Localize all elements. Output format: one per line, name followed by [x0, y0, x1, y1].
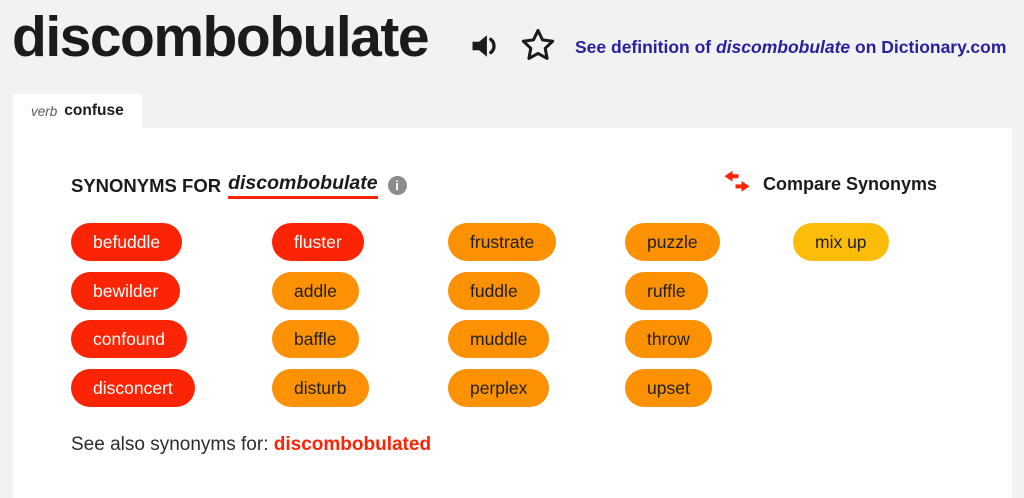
synonym-column-3: [448, 223, 556, 407]
star-icon: [519, 52, 557, 67]
tab-label: confuse: [64, 102, 124, 119]
synonym-pill[interactable]: befuddle: [71, 223, 182, 261]
compare-synonyms-button[interactable]: [723, 170, 937, 198]
definition-link-word: discombobulate: [715, 37, 851, 57]
synonym-pill[interactable]: frustrate: [448, 223, 556, 261]
page-title: discombobulate: [12, 5, 429, 69]
synonym-pill[interactable]: upset: [625, 369, 712, 407]
definition-link-prefix: See definition of: [575, 37, 716, 57]
synonym-pill[interactable]: fluster: [272, 223, 364, 261]
synonym-pill[interactable]: bewilder: [71, 272, 180, 310]
tab-verb-confuse[interactable]: [13, 94, 142, 128]
pronounce-button[interactable]: [467, 28, 505, 66]
synonym-column-5: [793, 223, 889, 261]
synonyms-heading-prefix: SYNONYMS FOR: [71, 174, 222, 196]
see-definition-link[interactable]: [575, 37, 1006, 58]
synonym-pill[interactable]: baffle: [272, 320, 359, 358]
part-of-speech-label: verb: [31, 103, 58, 119]
synonym-column-4: [625, 223, 720, 407]
synonym-pill[interactable]: confound: [71, 320, 187, 358]
synonym-column-1: [71, 223, 195, 407]
synonym-pill[interactable]: throw: [625, 320, 712, 358]
synonym-column-2: [272, 223, 369, 407]
info-icon[interactable]: i: [388, 176, 407, 195]
favorite-button[interactable]: [517, 25, 559, 67]
synonyms-heading: [71, 172, 407, 199]
synonyms-panel: [13, 128, 1012, 498]
synonym-pill[interactable]: ruffle: [625, 272, 708, 310]
synonym-pill[interactable]: perplex: [448, 369, 549, 407]
compare-synonyms-label: Compare Synonyms: [763, 173, 938, 194]
synonym-pill[interactable]: puzzle: [625, 223, 720, 261]
compare-arrows-icon: [723, 170, 751, 198]
synonym-pill[interactable]: muddle: [448, 320, 549, 358]
synonym-pill[interactable]: fuddle: [448, 272, 540, 310]
synonym-pill[interactable]: mix up: [793, 223, 889, 261]
synonyms-heading-word: discombobulate: [228, 172, 378, 199]
see-also-link[interactable]: discombobulated: [273, 434, 432, 455]
see-also-prefix: See also synonyms for:: [71, 434, 274, 455]
synonym-pill[interactable]: addle: [272, 272, 359, 310]
see-also-row: [71, 434, 431, 456]
speaker-icon: [468, 52, 504, 67]
definition-link-suffix: on Dictionary.com: [850, 37, 1007, 57]
synonym-pill[interactable]: disconcert: [71, 369, 195, 407]
synonym-pill[interactable]: disturb: [272, 369, 369, 407]
